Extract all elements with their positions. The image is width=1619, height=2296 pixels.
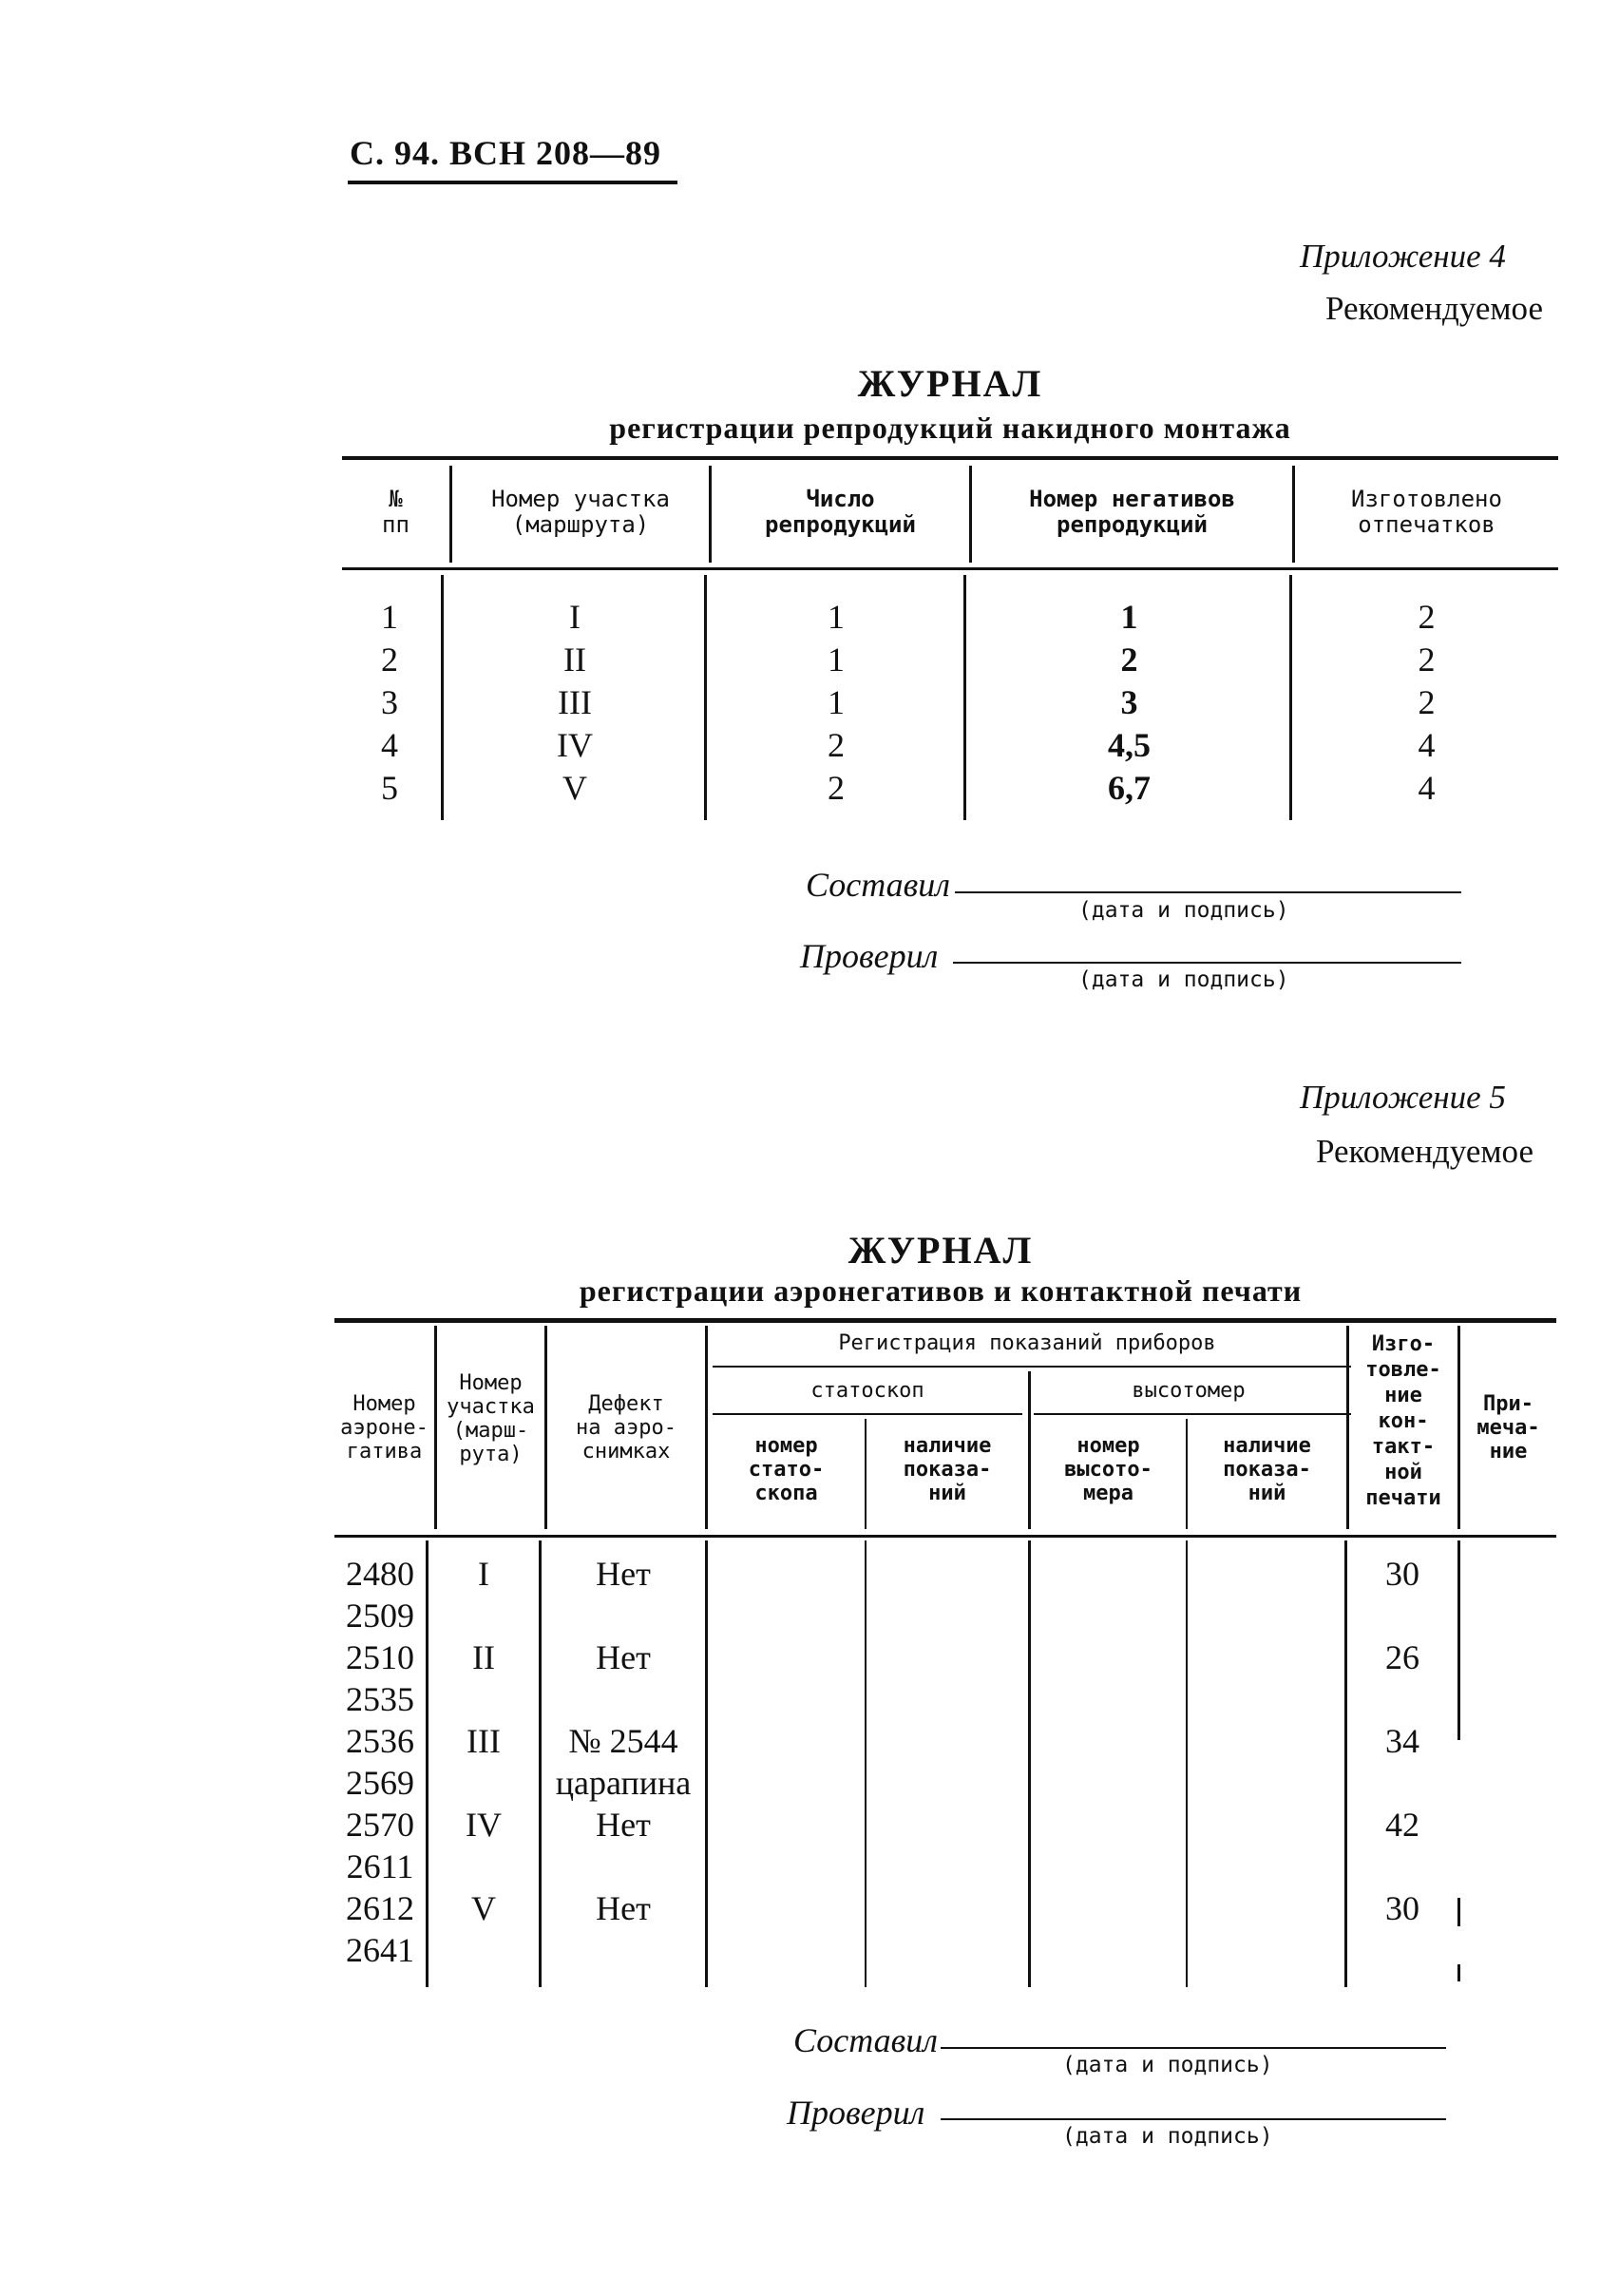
signature-line bbox=[955, 891, 1461, 893]
appendix5-table bbox=[334, 1318, 1556, 1993]
header-negative-number: Номер аэроне- гатива bbox=[340, 1392, 429, 1464]
signature-note: (дата и подпись) bbox=[1078, 898, 1289, 923]
table4-vline bbox=[963, 575, 966, 820]
header-repro-count: Число репродукций bbox=[765, 486, 916, 538]
signature-note: (дата и подпись) bbox=[1062, 2053, 1273, 2077]
table4-vline bbox=[1289, 575, 1292, 820]
header-notes: При- меча- ние bbox=[1476, 1392, 1540, 1464]
composed-label: Составил bbox=[793, 2021, 938, 2059]
table5-altimeter-rule bbox=[1034, 1413, 1351, 1415]
page-header-underline bbox=[348, 181, 677, 184]
composed-label: Составил bbox=[806, 866, 950, 904]
checked-label: Проверил bbox=[787, 2094, 925, 2132]
table-row: 2570 2611 IV Нет 42 bbox=[346, 1806, 1419, 1885]
table-row: 2536 2569 III № 2544 царапина 34 bbox=[346, 1722, 1419, 1802]
table5-statoscope-rule bbox=[713, 1413, 1022, 1415]
table-row: 2480 2509 I Нет 30 bbox=[346, 1555, 1419, 1635]
header-number: № пп bbox=[382, 486, 410, 538]
signature-note: (дата и подпись) bbox=[1078, 967, 1289, 992]
signature-line bbox=[941, 2118, 1446, 2120]
table-row: 2612 2641 V Нет 30 bbox=[346, 1889, 1419, 1969]
page-header: С. 94. ВСН 208—89 bbox=[350, 134, 662, 172]
appendix4-status: Рекомендуемое bbox=[1325, 290, 1544, 327]
table4-header-rule bbox=[342, 567, 1558, 570]
header-statoscope-number: номер стато- скопа bbox=[748, 1434, 825, 1505]
appendix4-subtitle: регистрации репродукций накидного монтажа bbox=[609, 411, 1291, 445]
header-statoscope-readings: наличие показа- ний bbox=[903, 1434, 992, 1505]
header-defect: Дефект на аэро- снимках bbox=[576, 1392, 676, 1464]
header-negative-numbers: Номер негативов репродукций bbox=[1029, 486, 1235, 538]
header-instruments-group: Регистрация показаний приборов bbox=[838, 1331, 1216, 1355]
header-contact-prints: Изго- товле- ние кон- такт- ной печати bbox=[1365, 1332, 1441, 1510]
table4-top-rule bbox=[342, 456, 1558, 460]
header-statoscope: статоскоп bbox=[810, 1379, 924, 1403]
checked-label: Проверил bbox=[800, 937, 939, 975]
appendix4-table: № пп Номер участка (маршрута) Число репродукций Номер негативов репродукций Изготовлено отпечатков 1 I 1 1 2 2 II 1 2 2 3 III 1 3 2 4 IV 2 4,5 4 5 V 2 6,7 4 bbox=[342, 456, 1558, 817]
appendix4-label: Приложение 4 bbox=[1300, 238, 1506, 275]
appendix5-title: ЖУРНАЛ bbox=[848, 1229, 1034, 1272]
header-altimeter: высотомер bbox=[1132, 1379, 1246, 1403]
table5-header-rule bbox=[334, 1535, 1556, 1538]
appendix5-status: Рекомендуемое bbox=[1316, 1133, 1534, 1170]
table4-vline bbox=[704, 575, 707, 820]
header-route-number: Номер участка (марш- рута) bbox=[447, 1371, 535, 1466]
header-altimeter-number: номер высото- мера bbox=[1064, 1434, 1152, 1505]
header-route: Номер участка (маршрута) bbox=[491, 486, 670, 538]
signature-line bbox=[941, 2047, 1446, 2049]
appendix5-label: Приложение 5 bbox=[1300, 1079, 1506, 1116]
table-row: 2510 2535 II Нет 26 bbox=[346, 1638, 1419, 1718]
signature-line bbox=[953, 962, 1461, 964]
table5-group-rule bbox=[713, 1366, 1351, 1368]
header-altimeter-readings: наличие показа- ний bbox=[1223, 1434, 1311, 1505]
table4-vline bbox=[441, 575, 444, 820]
appendix5-subtitle: регистрации аэронегативов и контактной печати bbox=[579, 1273, 1303, 1308]
appendix4-title: ЖУРНАЛ bbox=[857, 362, 1043, 405]
signature-note: (дата и подпись) bbox=[1062, 2124, 1273, 2149]
header-prints-made: Изготовлено отпечатков bbox=[1351, 486, 1502, 538]
table5-top-rule bbox=[334, 1318, 1556, 1323]
